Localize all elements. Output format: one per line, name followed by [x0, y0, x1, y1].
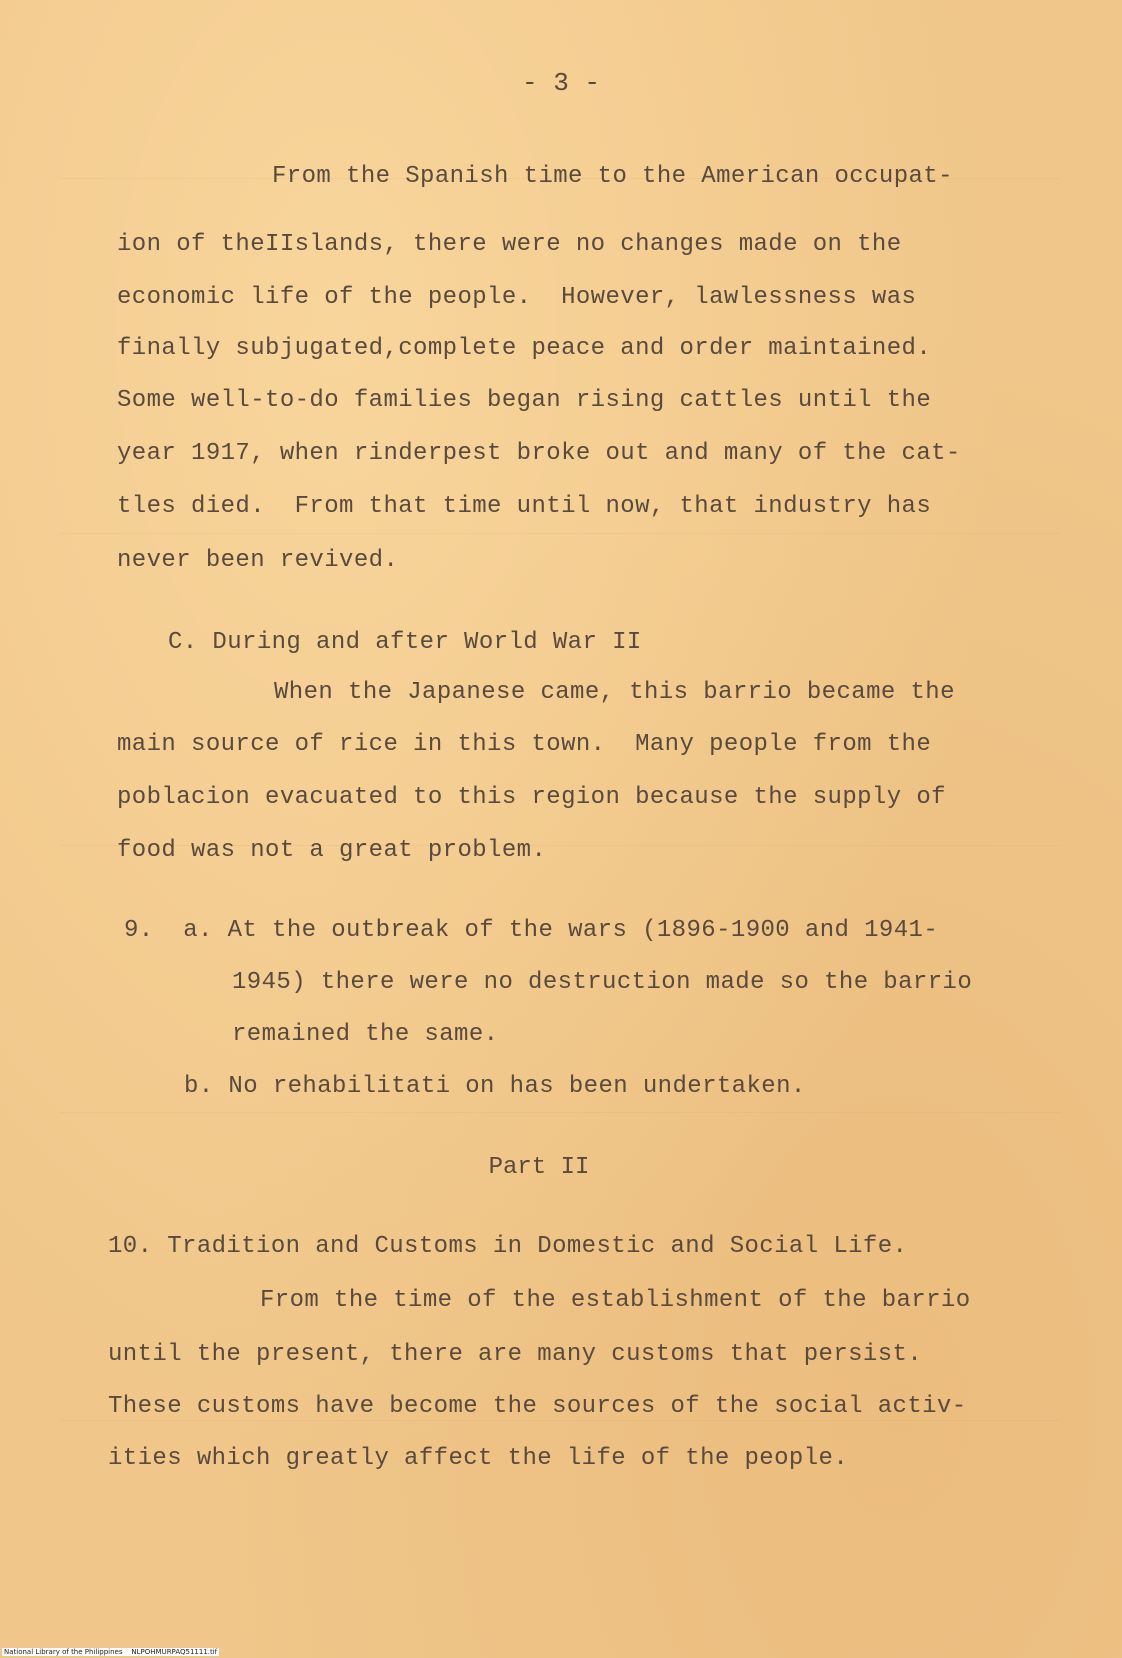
paragraph-line: Some well-to-do families began rising cattles until the	[117, 387, 932, 414]
paragraph-line: tles died. From that time until now, that industry has	[117, 493, 932, 520]
paragraph-line: From the Spanish time to the American occupat-	[272, 163, 953, 190]
paragraph-line: economic life of the people. However, lawlessness was	[117, 284, 917, 311]
list-item-line: b. No rehabilitati on has been undertaken.	[184, 1073, 806, 1100]
list-item-line: remained the same.	[232, 1021, 499, 1048]
paragraph-line: until the present, there are many customs that persist.	[108, 1341, 923, 1368]
paragraph-line: finally subjugated,complete peace and order maintained.	[117, 335, 932, 362]
paragraph-line: poblacion evacuated to this region because the supply of	[117, 784, 946, 811]
paragraph-line: ion of theIIslands, there were no changes made on the	[117, 231, 902, 258]
paragraph-line: These customs have become the sources of the social activ-	[108, 1393, 967, 1420]
paragraph-line: ities which greatly affect the life of the people.	[108, 1445, 849, 1472]
paragraph-line: main source of rice in this town. Many people from the	[117, 731, 932, 758]
paragraph-line: never been revived.	[117, 547, 399, 574]
paragraph-line: year 1917, when rinderpest broke out and many of the cat-	[117, 440, 961, 467]
section-heading: 10. Tradition and Customs in Domestic and Social Life.	[108, 1233, 908, 1260]
paragraph-line: When the Japanese came, this barrio became the	[274, 679, 955, 706]
part-heading: Part II	[488, 1154, 590, 1181]
section-heading: C. During and after World War II	[168, 629, 642, 656]
paragraph-line: From the time of the establishment of the barrio	[260, 1287, 971, 1314]
bleed-through-line	[60, 533, 1060, 534]
archive-footer-label: National Library of the Philippines NLPOHMURPAQ51111.tif	[4, 1648, 218, 1656]
paragraph-line: food was not a great problem.	[117, 837, 547, 864]
list-item-line: 1945) there were no destruction made so the barrio	[232, 969, 973, 996]
list-item-line: 9. a. At the outbreak of the wars (1896-1900 and 1941-	[124, 917, 939, 944]
page-number: - 3 -	[521, 68, 600, 98]
bleed-through-line	[60, 1112, 1060, 1113]
